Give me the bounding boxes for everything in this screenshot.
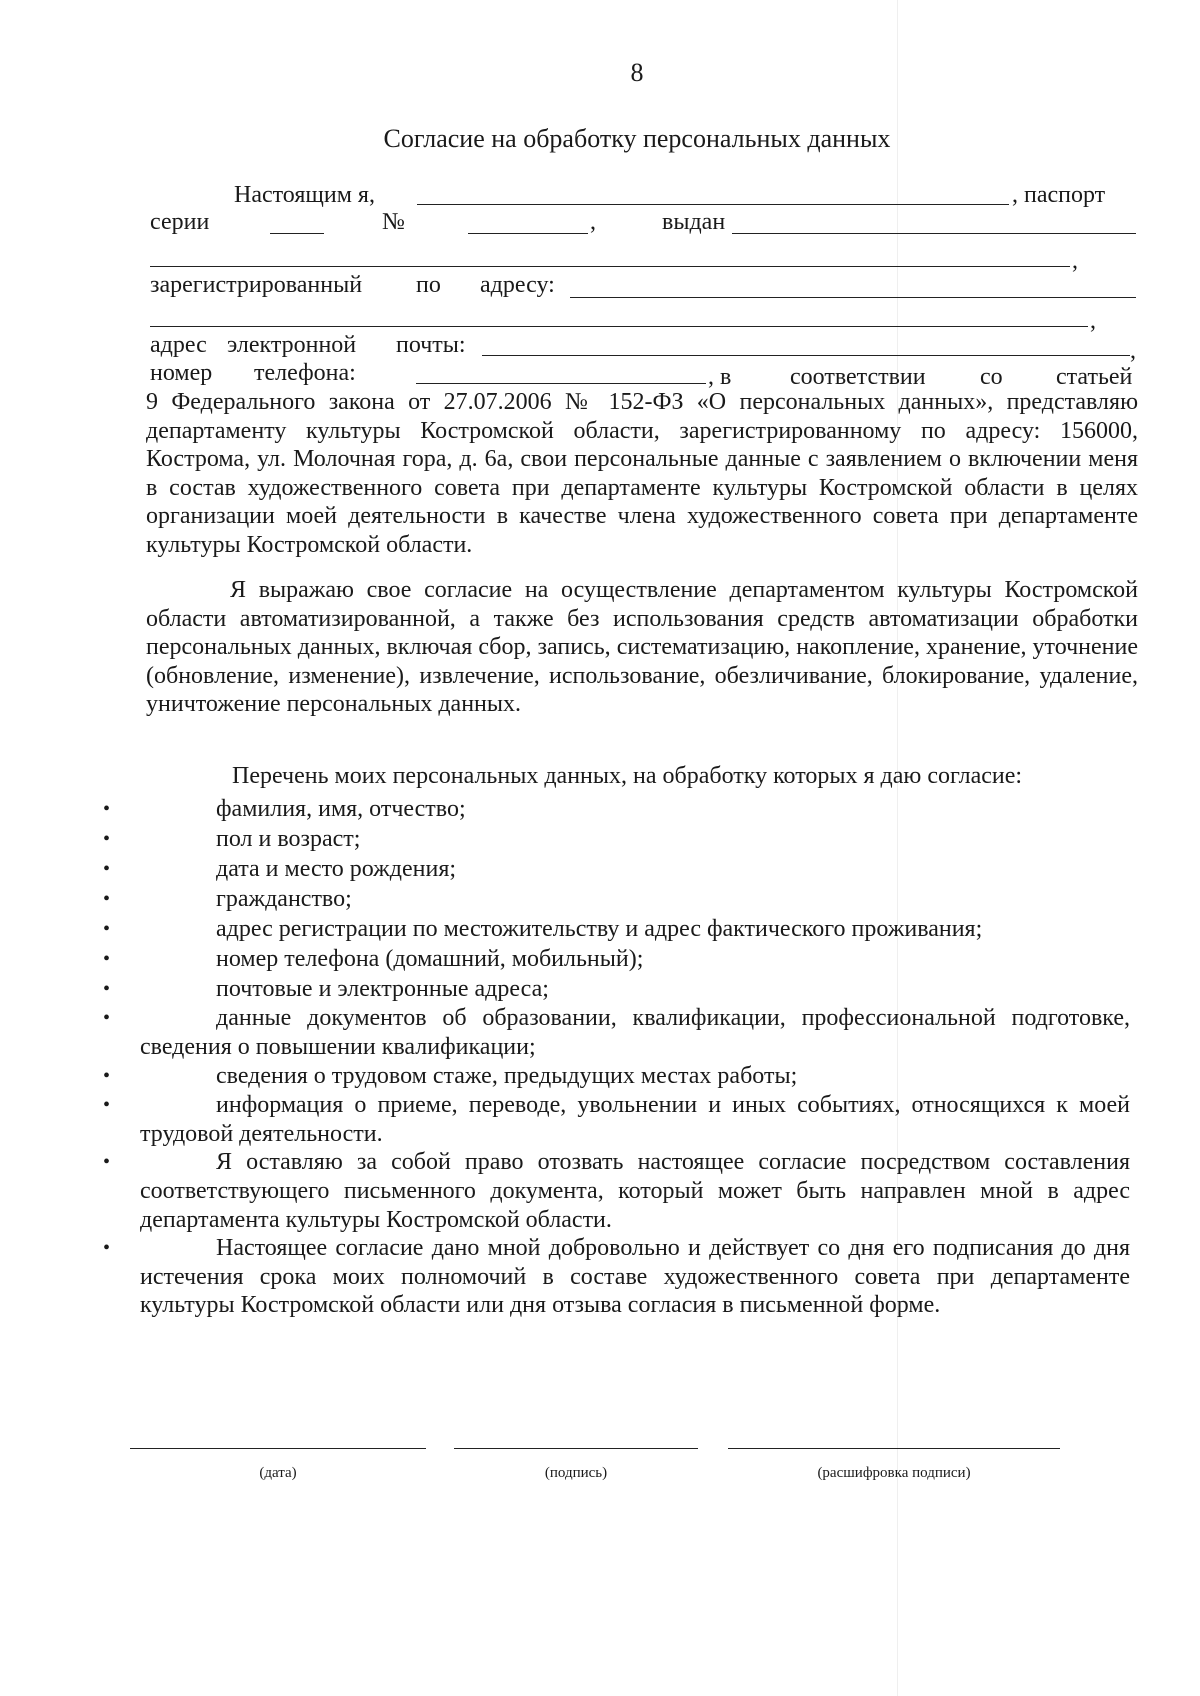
page-number: 8 bbox=[630, 58, 644, 87]
name-blank[interactable] bbox=[417, 204, 1009, 205]
signature-sign bbox=[454, 1448, 698, 1508]
email-comma: , bbox=[1130, 338, 1136, 364]
bullet-icon: • bbox=[103, 1094, 111, 1117]
issued-blank-2[interactable] bbox=[150, 266, 1070, 267]
bullet-icon: • bbox=[103, 828, 111, 850]
address-blank-2[interactable] bbox=[150, 326, 1088, 327]
label-nastoyashchim: Настоящим я, bbox=[234, 182, 375, 208]
decoding-line[interactable] bbox=[728, 1448, 1060, 1449]
list-item: • Я оставляю за собой право отозвать настоящее согласие посредством составления соответствующего письменного документа, который может быть направлен мной в адрес департамента культуры Костромской области. bbox=[103, 1149, 1130, 1233]
address-comma: , bbox=[1090, 308, 1096, 334]
paragraph-list-intro: Перечень моих персональных данных, на обработку которых я даю согласие: bbox=[232, 763, 1023, 789]
document-title: Согласие на обработку персональных данных bbox=[383, 124, 891, 153]
list-item: • сведения о трудовом стаже, предыдущих местах работы; bbox=[103, 1063, 798, 1090]
bullet-icon: • bbox=[103, 1007, 111, 1029]
list-item: • информация о приеме, переводе, увольнении и иных событиях, относящихся к моей трудовой деятельности. bbox=[103, 1092, 1130, 1147]
label-phone-1: номер bbox=[150, 360, 213, 386]
list-item: • дата и место рождения; bbox=[103, 856, 457, 882]
label-address: адресу: bbox=[480, 272, 555, 298]
label-passport: , паспорт bbox=[1012, 182, 1106, 208]
list-item: • номер телефона (домашний, мобильный); bbox=[103, 946, 644, 972]
bullet-icon: • bbox=[103, 918, 111, 940]
list-item: • гражданство; bbox=[103, 886, 352, 912]
phone-tail-v: , в bbox=[708, 364, 732, 390]
series-blank[interactable] bbox=[270, 233, 324, 234]
issued-blank[interactable] bbox=[732, 233, 1136, 234]
personal-data-list bbox=[0, 794, 1200, 1320]
bullet-icon: • bbox=[103, 948, 111, 970]
form-line-phone bbox=[150, 358, 1136, 390]
email-blank[interactable] bbox=[482, 355, 1130, 356]
label-email-1: адрес bbox=[150, 332, 207, 358]
label-phone-2: телефона: bbox=[254, 360, 356, 386]
bullet-icon: • bbox=[103, 1237, 111, 1260]
list-item: • фамилия, имя, отчество; bbox=[103, 796, 466, 822]
list-item: • Настоящее согласие дано мной добровольно и действует со дня его подписания до дня истечения срока моих полномочий в составе художественного совета при департаменте культуры Костромской области или дня отзыва согласия в письменной форме. bbox=[103, 1235, 1130, 1319]
phone-tail-statey: статьей bbox=[1056, 364, 1133, 390]
label-series: серии bbox=[150, 209, 210, 235]
date-caption: (дата) bbox=[259, 1465, 297, 1481]
bullet-icon: • bbox=[103, 798, 111, 820]
paragraph-consent: Я выражаю свое согласие на осуществление департаментом культуры Костромской области автоматизированной, а также без использования средств автоматизации обработки персональных данных, включая сбор, запись, систематизацию, накопление, хранение, уточнение (обновление, изменение), извлечение, использование, обезличивание, блокирование, удаление, уничтожение персональных данных. bbox=[146, 577, 1138, 718]
list-item: • адрес регистрации по местожительству и адрес фактического проживания; bbox=[103, 916, 983, 942]
label-po: по bbox=[416, 272, 441, 298]
bullet-icon: • bbox=[103, 1151, 111, 1174]
signature-line[interactable] bbox=[454, 1448, 698, 1449]
list-item: • почтовые и электронные адреса; bbox=[103, 976, 549, 1002]
list-item: • данные документов об образовании, квалификации, профессиональной подготовке, сведения о повышении квалификации; bbox=[103, 1005, 1130, 1060]
signature-date bbox=[130, 1448, 426, 1508]
number-blank[interactable] bbox=[468, 233, 588, 234]
bullet-icon: • bbox=[103, 888, 111, 910]
issued-comma: , bbox=[1072, 248, 1078, 274]
label-email-3: почты: bbox=[396, 332, 466, 358]
bullet-icon: • bbox=[103, 858, 111, 880]
form-line-passport bbox=[150, 207, 1136, 239]
phone-tail-sootvetstvii: соответствии bbox=[790, 364, 926, 390]
label-email-2: электронной bbox=[227, 332, 357, 358]
list-item: • пол и возраст; bbox=[103, 826, 361, 852]
bullet-icon: • bbox=[103, 978, 111, 1000]
decoding-caption: (расшифровка подписи) bbox=[817, 1465, 971, 1481]
bullet-icon: • bbox=[103, 1065, 111, 1088]
phone-blank[interactable] bbox=[416, 383, 706, 384]
date-line[interactable] bbox=[130, 1448, 426, 1449]
address-blank[interactable] bbox=[570, 297, 1136, 298]
paragraph-law: 9 Федерального закона от 27.07.2006 № 152-ФЗ «О персональных данных», представляю департаменту культуры Костромской области, зарегистрированному по адресу: 156000, Кострома, ул. Молочная гора, д. 6а, свои персональные данные с заявлением о включении меня в состав художественного совета при департаменте культуры Костромской области в целях организации моей деятельности в качестве члена художественного совета при департаменте культуры Костромской области. bbox=[146, 389, 1138, 558]
number-comma: , bbox=[590, 209, 596, 235]
form-line-address bbox=[150, 270, 1136, 302]
label-issued: выдан bbox=[662, 209, 726, 235]
signature-caption: (подпись) bbox=[544, 1465, 608, 1481]
label-registered: зарегистрированный bbox=[150, 272, 363, 298]
signature-decoding bbox=[728, 1448, 1060, 1508]
label-number: № bbox=[382, 209, 405, 235]
phone-tail-so: со bbox=[980, 364, 1003, 390]
